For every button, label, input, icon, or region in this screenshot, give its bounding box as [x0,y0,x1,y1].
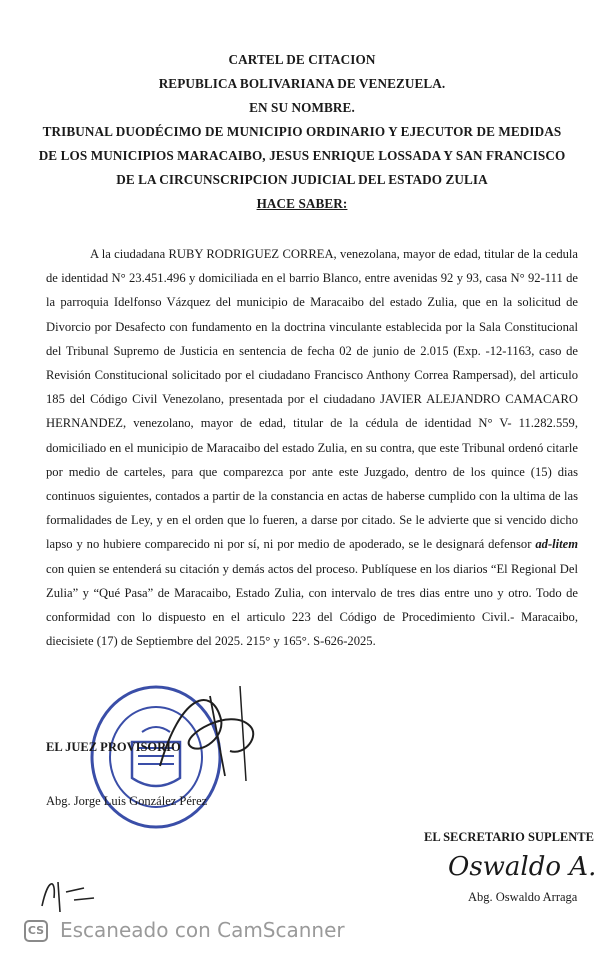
judge-name: Abg. Jorge Luis González Pérez [46,794,208,808]
judge-title: EL JUEZ PROVISORIO [46,740,181,754]
ad-litem-term: ad-litem [535,537,579,552]
secretary-signature: Oswaldo A. [448,852,597,882]
header-line-1: CARTEL DE CITACION [228,52,376,67]
paragraph-main: A la ciudadana RUBY RODRIGUEZ CORREA, venezolana, mayor de edad, titular de la cedula de identidad N° 23.451.496 y domiciliada en el barrio Blanco, entre avenidas 92 y 93, casa N° 92-111 de la parroquia Idelfonso Vázquez del municipio de Maracaibo del estado Zulia, que en la solicitud de Divorcio por Desafecto con fundamento en la doctrina vinculante establecida por la Sala Constitucional del Tribunal Supremo de Justicia en sentencia de fecha 02 de junio de 2.015 (Exp. -12-1163, caso de Revisión Constitucional solicitado por el ciudadano Francisco Anthony Correa Rampersad), del articulo 185 del Código Civil Venezolano, presentada por el ciudadano JAVIER ALEJANDRO CAMACARO HERNANDEZ, venezolano, mayor de edad, titular de la cédula de identidad N° V- 11.282.559, domiciliado en el municipio de Maracaibo del estado Zulia, en su contra, que este Tribunal ordenó citarle por medio de carteles, para que comparezca por ante este Juzgado, dentro de los quince (15) dias continuos siguientes, contados a partir de la constancia en actas de haberse cumplido con la ultima de las formalidades de Ley, y en el orden que lo fueren, a darse por citado. Se le advierte que si vencido dicho lapso y no hubiere comparecido ni por sí, ni por medio de apoderado, se le designará defensor [46,247,578,552]
header-line-2: REPUBLICA BOLIVARIANA DE VENEZUELA. [158,76,446,91]
paragraph-end: con quien se entenderá su citación y demás actos del proceso. Publíquese en los diarios “El Regional Del Zulia” y “Qué Pasa” de Maracaibo, Estado Zulia, con intervalo de tres dias entre uno y otro. Todo de conformidad con lo dispuesto en el articulo 223 del Código de Procedimiento Civil.- Maracaibo, diecisiete (17) de Septiembre del 2025. 215° y 165°. S-626-2025. [46,561,578,649]
judge-signature-scribble [150,676,300,786]
header-line-4: TRIBUNAL DUODÉCIMO DE MUNICIPIO ORDINARIO Y EJECUTOR DE MEDIDAS [42,124,562,139]
camscanner-logo-icon: CS [24,920,48,942]
camscanner-text: Escaneado con CamScanner [60,918,345,942]
citation-paragraph [46,242,578,653]
header-hace-saber: HACE SABER: [256,196,348,211]
camscanner-watermark [0,914,604,948]
header-line-5: DE LOS MUNICIPIOS MARACAIBO, JESUS ENRIQUE LOSSADA Y SAN FRANCISCO [38,148,566,163]
header-line-6: DE LA CIRCUNSCRIPCION JUDICIAL DEL ESTADO ZULIA [116,172,488,187]
header-line-3: EN SU NOMBRE. [249,100,355,115]
secretary-name: Abg. Oswaldo Arraga [468,890,578,904]
handwritten-initials [34,868,104,920]
secretary-title: EL SECRETARIO SUPLENTE [424,830,594,844]
